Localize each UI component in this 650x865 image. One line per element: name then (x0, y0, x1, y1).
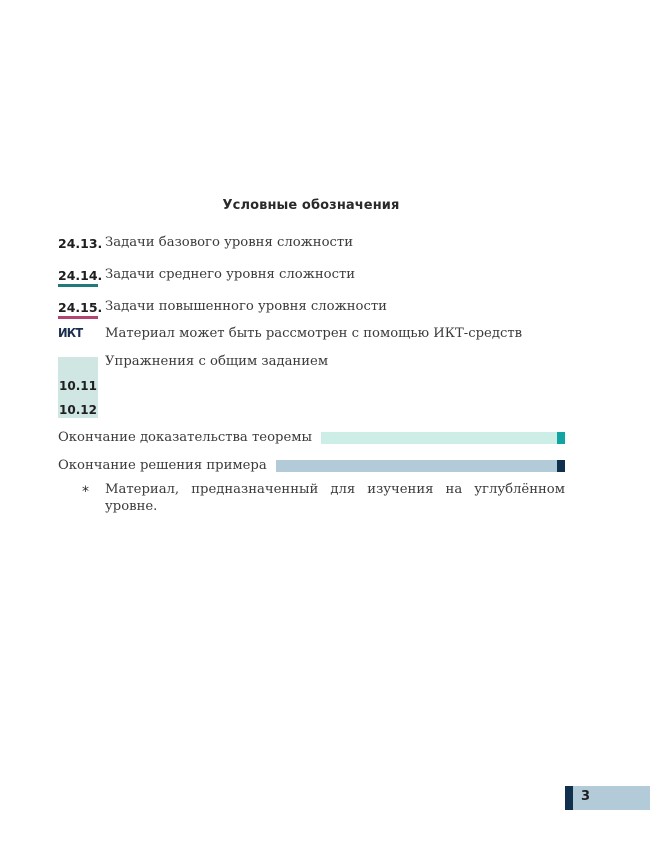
medium-level-underline (58, 284, 98, 287)
theorem-end-label: Окончание доказательства теоремы (58, 430, 313, 445)
example-end-bar (276, 460, 557, 472)
exercise-group-label: Упражнения с общим заданием (105, 354, 329, 369)
page-number: 3 (581, 789, 591, 804)
advanced-level-underline (58, 316, 98, 319)
advanced-note-line-2: уровне. (105, 499, 158, 514)
task-level-basic-label: Задачи базового уровня сложности (105, 235, 353, 250)
theorem-end-mark (557, 432, 565, 444)
example-end-label: Окончание решения примера (58, 458, 267, 473)
page-number-bar (565, 786, 650, 810)
task-level-medium-label: Задачи среднего уровня сложности (105, 267, 356, 282)
advanced-material-note (105, 481, 565, 515)
task-number-advanced: 24.15. (58, 300, 103, 315)
ikt-mark: ИКТ (58, 326, 83, 340)
task-number-medium: 24.14. (58, 268, 103, 283)
example-end-mark (557, 460, 565, 472)
task-level-advanced-label: Задачи повышенного уровня сложности (105, 299, 387, 314)
exercise-number: 10.12 (59, 403, 97, 417)
ikt-description: Материал может быть рассмотрен с помощью ИКТ-средств (105, 326, 523, 341)
page-title: Условные обозначения (222, 198, 400, 213)
task-number-basic: 24.13. (58, 236, 103, 251)
page-number-mark (565, 786, 573, 810)
asterisk-icon: * (82, 484, 89, 500)
advanced-note-line-1: Материал, предназначенный для изучения на углублённом (105, 482, 565, 497)
theorem-end-bar (321, 432, 557, 444)
exercise-number: 10.11 (59, 379, 97, 393)
